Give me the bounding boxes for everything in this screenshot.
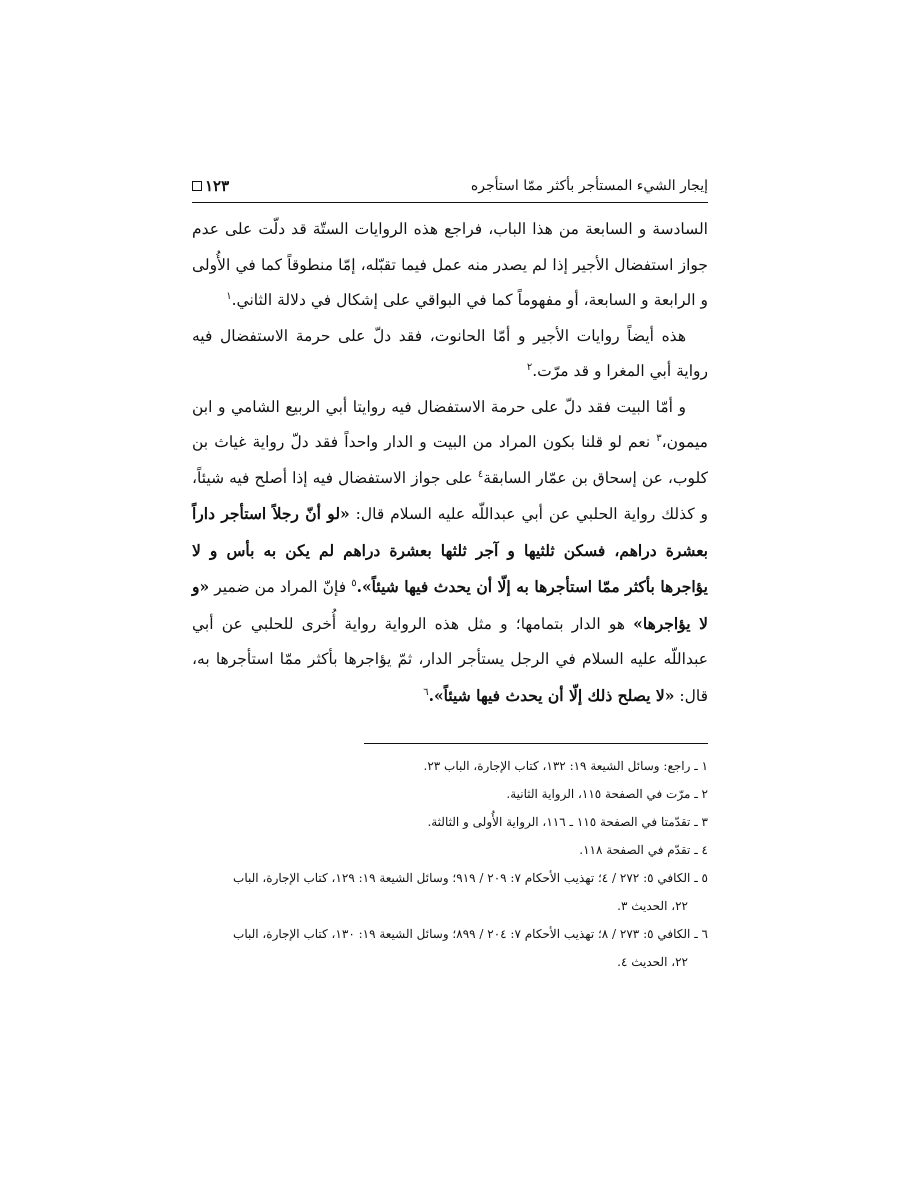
footnote-5: ٥ ـ الكافي ٥: ٢٧٢ / ٤؛ تهذيب الأحكام ٧: ٢٠٩ / ٩١٩؛ وسائل الشيعة ١٩: ١٢٩، كتاب الإجارة، الباب [233, 871, 708, 885]
paragraph-3-text-b: نعم لو قلنا بكون المراد من البيت و الدار واحداً فقد دلّ رواية غياث بن كلوب، عن إسحاق بن عمّار السابقة [192, 433, 709, 487]
paragraph-2 [192, 319, 708, 390]
footnote-ref-1: ١ [226, 290, 232, 302]
paragraph-3-text-a: و أمّا البيت فقد دلّ على حرمة الاستفضال فيه روايتا أبي الربيع الشامي و ابن ميمون، [192, 397, 708, 451]
paragraph-3 [192, 390, 708, 715]
hadith-quote-3: «لا يصلح ذلك إلّا أن يحدث فيها شيئاً». [428, 685, 675, 705]
page-number: ١٢٣ [205, 177, 230, 195]
footnote-5-continued: ٢٢، الحديث ٣. [617, 899, 688, 913]
paragraph-1-text: السادسة و السابعة من هذا الباب، فراجع هذه الروايات الستّة قد دلّت على عدم جواز استفضال الأجير إذا لم يصدر منه عمل فيما تقبّله، إمّا منطوقاً كما في الأُولى و الرابعة و السابعة، أو مفهوماً كما في البواقي على إشكال في دلالة الثاني. [192, 220, 708, 309]
footnote-ref-5: ٥ [351, 577, 357, 589]
footnote-6: ٦ ـ الكافي ٥: ٢٧٣ / ٨؛ تهذيب الأحكام ٧: ٢٠٤ / ٨٩٩؛ وسائل الشيعة ١٩: ١٣٠، كتاب الإجارة، الباب [233, 927, 708, 941]
paragraph-3-text-e: هو الدار بتمامها؛ و مثل هذه الرواية رواية أُخرى للحلبي عن أبي عبداللّه عليه السلام في الرجل يستأجر الدار، ثمّ يؤاجرها بأكثر ممّا استأجرها به، قال: [192, 614, 708, 705]
footnote-2: ٢ ـ مرّت في الصفحة ١١٥، الرواية الثانية. [506, 787, 708, 801]
running-title: إيجار الشيء المستأجر بأكثر ممّا استأجره [470, 178, 708, 194]
footnote-4: ٤ ـ تقدّم في الصفحة ١١٨. [579, 843, 708, 857]
square-marker-icon [192, 181, 202, 191]
header-divider [192, 202, 708, 203]
page-number-group [192, 177, 229, 195]
paragraph-2-text: هذه أيضاً روايات الأجير و أمّا الحانوت، فقد دلّ على حرمة الاستفضال فيه رواية أبي المغرا و قد مرّت. [192, 326, 708, 380]
footnote-1: ١ ـ راجع: وسائل الشيعة ١٩: ١٣٢، كتاب الإجارة، الباب ٢٣. [423, 759, 708, 773]
paragraph-3-text-d: فإنّ المراد من ضمير [209, 578, 352, 596]
paragraph-3-text-c: على جواز الاستفضال فيه إذا أصلح فيه شيئاً، و كذلك رواية الحلبي عن أبي عبداللّه عليه السلام قال: [192, 468, 708, 523]
footnote-ref-2: ٢ [526, 361, 533, 373]
hadith-quote-2: «و لا يؤاجرها» [192, 577, 708, 633]
footnote-3: ٣ ـ تقدّمتا في الصفحة ١١٥ ـ ١١٦، الرواية الأُولى و الثالثة. [427, 815, 708, 829]
footnote-ref-4: ٤ [477, 468, 484, 480]
footnote-divider [364, 743, 708, 744]
footnote-6-continued: ٢٢، الحديث ٤. [617, 955, 688, 969]
footnote-ref-6: ٦ [423, 686, 429, 698]
footnotes [192, 752, 708, 976]
footnote-ref-3: ٣ [656, 432, 662, 444]
page-header [192, 172, 708, 200]
main-text [192, 212, 708, 714]
hadith-quote-1: «لو أنّ رجلاً استأجر داراً بعشرة دراهم، فسكن ثلثيها و آجر ثلثها بعشرة دراهم لم يكن به بأس و لا يؤاجرها بأكثر ممّا استأجرها به إلّا أن يحدث فيها شيئاً». [192, 504, 708, 596]
paragraph-1 [192, 212, 708, 319]
